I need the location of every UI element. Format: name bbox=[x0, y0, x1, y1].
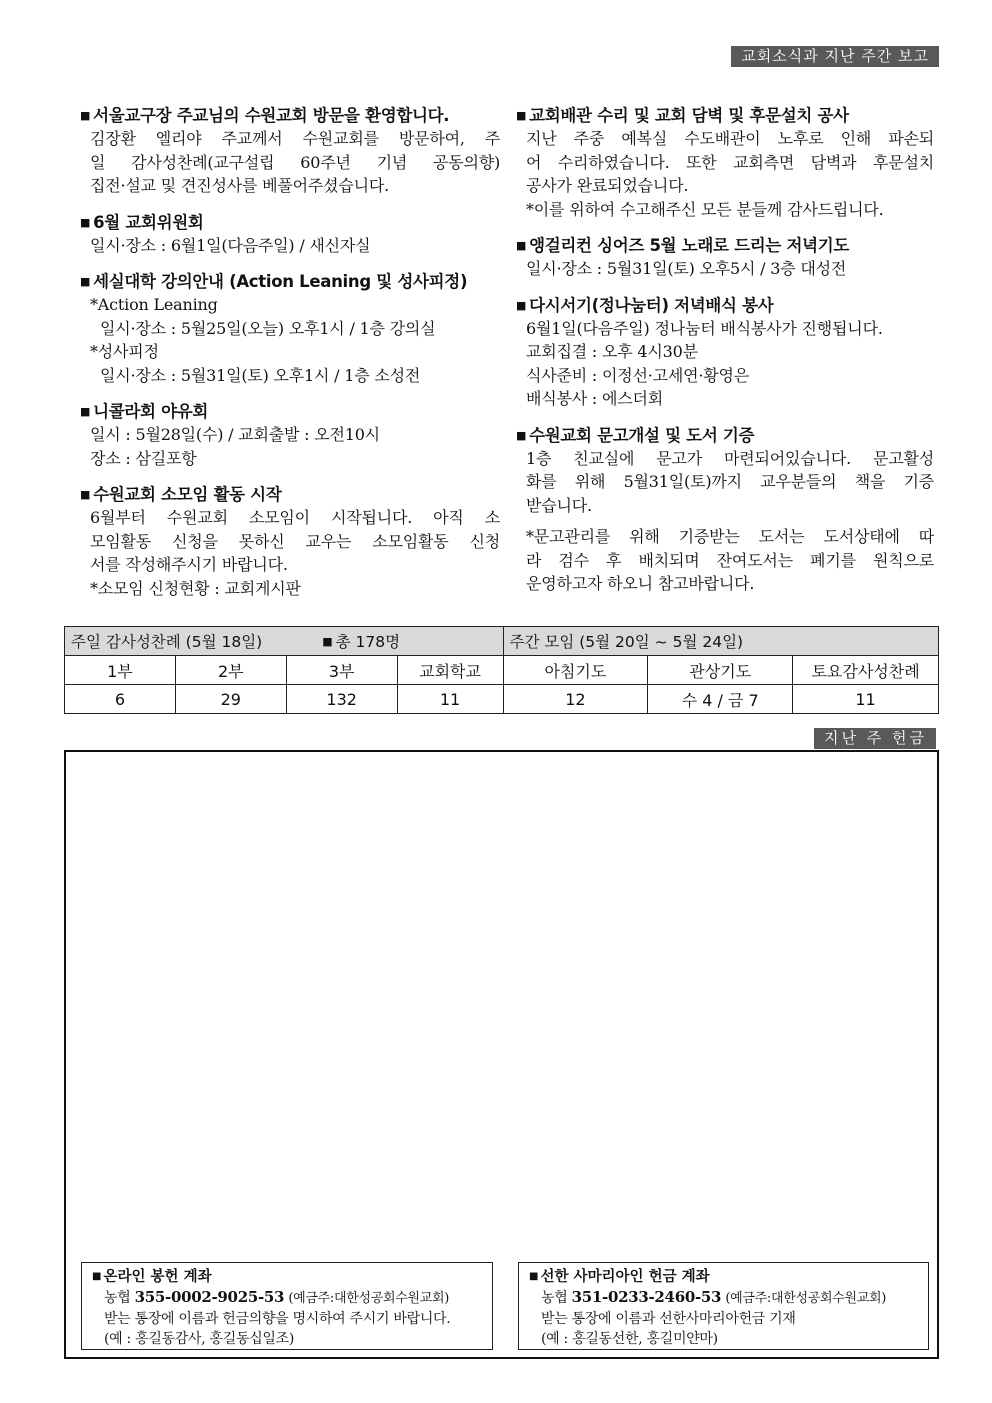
attendance-label-row bbox=[65, 656, 939, 685]
square-bullet-icon: ■ bbox=[516, 298, 527, 312]
account-title: 온라인 봉헌 계좌 bbox=[103, 1269, 212, 1285]
item-line: 화를 위해 5월31일(토)까지 교우분들의 책을 기증 bbox=[526, 472, 934, 491]
news-item-cecil-college bbox=[80, 270, 500, 387]
square-bullet-icon: ■ bbox=[529, 1271, 539, 1282]
news-item-meal-service bbox=[516, 294, 934, 411]
table-cell: 132 bbox=[286, 685, 397, 714]
item-title: 니콜라회 야유회 bbox=[93, 402, 209, 421]
news-item-small-groups bbox=[80, 483, 500, 600]
attendance-header-row bbox=[65, 627, 939, 656]
item-line: 교회집결 : 오후 4시30분 bbox=[526, 342, 698, 361]
item-line: 모임활동 신청을 못하신 교우는 소모임활동 신청 bbox=[90, 531, 500, 551]
item-line: 일시·장소 : 5월25일(오늘) 오후1시 / 1층 강의실 bbox=[100, 318, 436, 338]
item-line: 1층 친교실에 문고가 마련되어있습니다. 문고활성 bbox=[526, 448, 934, 468]
attendance-table bbox=[64, 626, 939, 714]
item-line: 식사준비 : 이정선·고세연·황영은 bbox=[526, 365, 750, 385]
item-title: 서울교구장 주교님의 수원교회 방문을 환영합니다. bbox=[93, 106, 450, 125]
news-item-library bbox=[516, 424, 934, 596]
good-samaritan-account-box bbox=[518, 1262, 929, 1350]
item-line: *소모임 신청현황 : 교회게시판 bbox=[90, 578, 301, 598]
news-item-nicholas-picnic bbox=[80, 400, 500, 470]
weekly-meetings-heading: 주간 모임 (5월 20일 ~ 5월 24일) bbox=[503, 627, 939, 656]
table-cell: 수 4 / 금 7 bbox=[648, 685, 793, 714]
news-item-june-committee bbox=[80, 211, 500, 258]
table-cell: 관상기도 bbox=[648, 656, 793, 685]
section-header-tag: 교회소식과 지난 주간 보고 bbox=[731, 46, 939, 67]
item-title: 교회배관 수리 및 교회 담벽 및 후문설치 공사 bbox=[529, 106, 849, 125]
item-title: 6월 교회위원회 bbox=[93, 212, 204, 232]
news-item-bishop-visit bbox=[80, 104, 500, 198]
item-line: 일 감사성찬례(교구설립 60주년 기념 공동의향) bbox=[90, 152, 500, 172]
square-bullet-icon: ■ bbox=[516, 428, 527, 442]
item-line: 라 검수 후 배치되며 잔여도서는 폐기를 원칙으로 bbox=[526, 550, 934, 570]
item-line: 지난 주중 예복실 수도배관이 노후로 인해 파손되 bbox=[526, 129, 934, 148]
item-line: *Action Leaning bbox=[90, 295, 218, 314]
item-line: *문고관리를 위해 기증받는 도서는 도서상태에 따 bbox=[526, 527, 934, 546]
item-line: 일시·장소 : 5월31일(토) 오후5시 / 3층 대성전 bbox=[526, 259, 847, 278]
online-offering-account-box bbox=[81, 1262, 493, 1350]
table-cell: 29 bbox=[175, 685, 286, 714]
news-item-plumbing-repair bbox=[516, 104, 934, 221]
square-bullet-icon: ■ bbox=[516, 239, 527, 252]
total-attendance: ■ 총 178명 bbox=[322, 633, 401, 651]
item-line: 받습니다. bbox=[526, 495, 592, 515]
account-title: 선한 사마리아인 헌금 계좌 bbox=[540, 1269, 710, 1285]
item-line: 장소 : 삼길포항 bbox=[90, 448, 197, 468]
square-bullet-icon: ■ bbox=[516, 109, 527, 122]
square-bullet-icon: ■ bbox=[92, 1271, 102, 1282]
table-cell: 아침기도 bbox=[503, 656, 648, 685]
square-bullet-icon: ■ bbox=[80, 488, 91, 501]
item-title: 다시서기(정나눔터) 저녁배식 봉사 bbox=[529, 295, 774, 315]
item-line: *이를 위하여 수고해주신 모든 분들께 감사드립니다. bbox=[526, 199, 884, 219]
left-column bbox=[80, 104, 500, 613]
item-title: 수원교회 소모임 활동 시작 bbox=[93, 485, 282, 504]
item-line: 집전·설교 및 견진성사를 베풀어주셨습니다. bbox=[90, 176, 390, 195]
table-cell: 3부 bbox=[286, 656, 397, 685]
item-line: 일시·장소 : 5월31일(토) 오후1시 / 1층 소성전 bbox=[100, 365, 421, 385]
square-bullet-icon: ■ bbox=[80, 405, 91, 418]
item-line: *성사피정 bbox=[90, 342, 159, 361]
sunday-eucharist-heading: 주일 감사성찬례 (5월 18일) ■ 총 178명 bbox=[65, 627, 504, 656]
account-note: 받는 통장에 이름과 선한사마리아헌금 기재 bbox=[541, 1311, 796, 1327]
table-cell: 12 bbox=[503, 685, 648, 714]
square-bullet-icon: ■ bbox=[322, 635, 333, 648]
square-bullet-icon: ■ bbox=[80, 275, 91, 288]
table-cell: 교회학교 bbox=[397, 656, 503, 685]
account-note: 받는 통장에 이름과 헌금의향을 명시하여 주시기 바랍니다. bbox=[104, 1311, 451, 1327]
item-line: 6월1일(다음주일) 정나눔터 배식봉사가 진행됩니다. bbox=[526, 318, 883, 338]
item-line: 서를 작성해주시기 바랍니다. bbox=[90, 555, 288, 574]
item-line: 공사가 완료되었습니다. bbox=[526, 176, 689, 195]
table-cell: 1부 bbox=[65, 656, 176, 685]
item-line: 김장환 엘리야 주교께서 수원교회를 방문하여, 주 bbox=[90, 129, 500, 148]
table-cell: 11 bbox=[793, 685, 939, 714]
table-cell: 2부 bbox=[175, 656, 286, 685]
news-item-anglican-singers bbox=[516, 234, 934, 281]
right-column bbox=[516, 104, 934, 609]
item-line: 배식봉사 : 에스더회 bbox=[526, 389, 664, 408]
item-line: 6월부터 수원교회 소모임이 시작됩니다. 아직 소 bbox=[90, 508, 500, 527]
offering-section-tag: 지난 주 헌금 bbox=[814, 728, 936, 749]
square-bullet-icon: ■ bbox=[80, 109, 91, 122]
account-number-line: 농협 355-0002-9025-53 (예금주:대한성공회수원교회) bbox=[104, 1288, 450, 1306]
account-number-line: 농협 351-0233-2460-53 (예금주:대한성공회수원교회) bbox=[541, 1288, 887, 1306]
table-cell: 6 bbox=[65, 685, 176, 714]
item-line: 운영하고자 하오니 참고바랍니다. bbox=[526, 574, 755, 593]
account-example: (예 : 홍길동감사, 홍길동십일조) bbox=[104, 1331, 295, 1347]
item-title: 수원교회 문고개설 및 도서 기증 bbox=[529, 425, 755, 445]
item-line: 일시·장소 : 6월1일(다음주일) / 새신자실 bbox=[90, 235, 371, 255]
item-line: 일시 : 5월28일(수) / 교회출발 : 오전10시 bbox=[90, 425, 380, 444]
square-bullet-icon: ■ bbox=[80, 215, 91, 229]
item-line: 어 수리하였습니다. 또한 교회측면 담벽과 후문설치 bbox=[526, 152, 934, 172]
account-example: (예 : 홍길동선한, 홍길미얀마) bbox=[541, 1331, 718, 1347]
item-title: 앵걸리컨 싱어즈 5월 노래로 드리는 저녁기도 bbox=[529, 236, 849, 255]
attendance-value-row bbox=[65, 685, 939, 714]
table-cell: 11 bbox=[397, 685, 503, 714]
item-title: 세실대학 강의안내 (Action Leaning 및 성사피정) bbox=[93, 272, 468, 291]
table-cell: 토요감사성찬례 bbox=[793, 656, 939, 685]
